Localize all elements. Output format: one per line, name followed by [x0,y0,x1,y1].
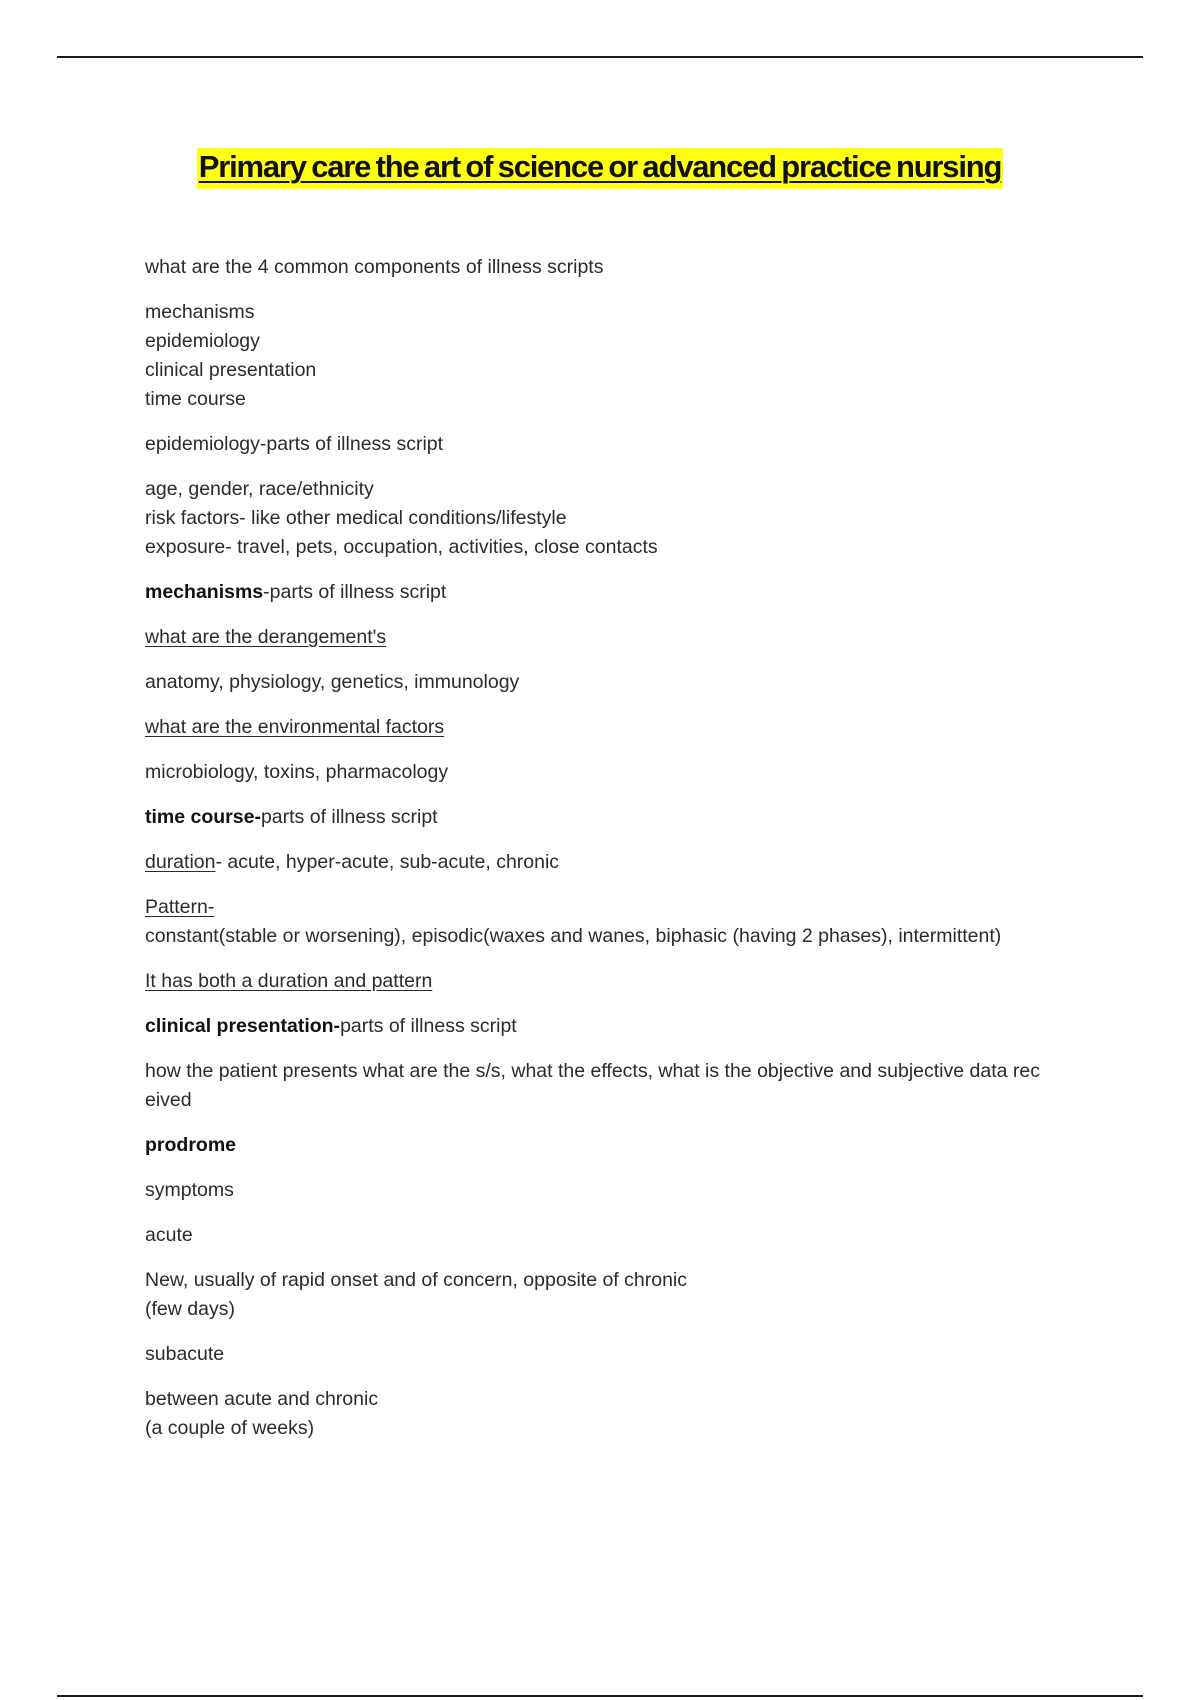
question-environmental: what are the environmental factors [145,716,445,738]
bottom-rule [57,1695,1143,1697]
answer-line: New, usually of rapid onset and of concern, opposite of chronic [145,1269,687,1291]
answer-line: mechanisms [145,301,255,323]
definition-subacute [145,1385,1095,1443]
question-text: -parts of illness script [263,581,447,603]
answer-components [145,298,1095,414]
answer-line: between acute and chronic [145,1388,379,1410]
question-clinical-presentation [145,1012,1095,1041]
answer-duration [145,848,1095,877]
answer-environmental: microbiology, toxins, pharmacology [145,761,449,783]
document-body [145,253,1095,1459]
question-time-course [145,803,1095,832]
answer-epidemiology [145,475,1095,562]
title-block [0,148,1200,189]
answer-line: eived [145,1089,192,1111]
answer-line: time course [145,388,246,410]
answer-line: risk factors- like other medical conditions/lifestyle [145,507,567,529]
bold-term: mechanisms [145,581,264,603]
answer-clinical-presentation [145,1057,1095,1115]
term-subacute: subacute [145,1343,225,1365]
answer-line: exposure- travel, pets, occupation, activities, close contacts [145,536,658,558]
answer-line: age, gender, race/ethnicity [145,478,374,500]
bold-term: time course- [145,806,261,828]
definition-acute [145,1266,1095,1324]
bold-term: clinical presentation- [145,1015,341,1037]
question-derangements: what are the derangement's [145,626,387,648]
answer-line: (a couple of weeks) [145,1417,315,1439]
question-text: parts of illness script [340,1015,517,1037]
answer-line: epidemiology [145,330,260,352]
definition-prodrome: symptoms [145,1179,234,1201]
answer-line: (few days) [145,1298,235,1320]
question-components: what are the 4 common components of illness scripts [145,256,604,278]
question-epidemiology: epidemiology-parts of illness script [145,433,444,455]
underlined-term: Pattern- [145,896,215,918]
answer-pattern [145,893,1095,951]
term-prodrome: prodrome [145,1134,237,1156]
answer-line: clinical presentation [145,359,317,381]
document-title: Primary care the art of science or advanced practice nursing [197,148,1003,189]
top-rule [57,56,1143,58]
question-text: parts of illness script [260,806,438,828]
term-acute: acute [145,1224,193,1246]
answer-line: how the patient presents what are the s/s, what the effects, what is the objective and subjective data rec [145,1060,1040,1082]
question-mechanisms [145,578,1095,607]
note-duration-pattern: It has both a duration and pattern [145,970,433,992]
underlined-term: duration [145,851,216,873]
answer-derangements: anatomy, physiology, genetics, immunology [145,671,520,693]
answer-text: - acute, hyper-acute, sub-acute, chronic [215,851,560,873]
answer-line: constant(stable or worsening), episodic(waxes and wanes, biphasic (having 2 phases), intermittent) [145,925,1002,947]
